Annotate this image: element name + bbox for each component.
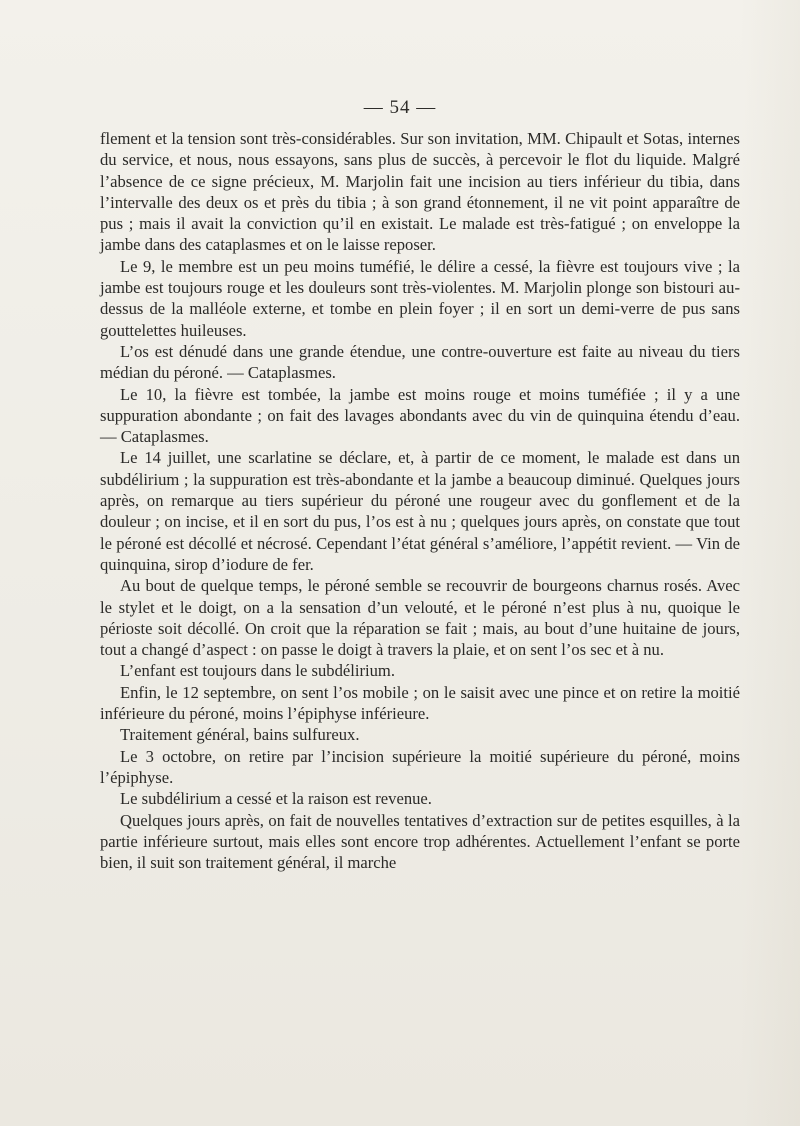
paragraph: Le 9, le membre est un peu moins tuméfié, le délire a cessé, la fièvre est toujours vive ; la jambe est toujours rouge et les douleurs sont très-violentes. M. Marjolin plonge son bistouri au-dessus de la malléole externe, et tombe en plein foyer ; il en sort un demi-verre de pus sans gouttelettes huileuses.: [100, 256, 740, 340]
paragraph: Au bout de quelque temps, le péroné semble se recouvrir de bourgeons charnus rosés. Avec le stylet et le doigt, on a la sensation d’un velouté, et le péroné n’est plus à nu, quoique le périoste soit décollé. On croit que la réparation se fait ; mais, au bout d’une huitaine de jours, tout a changé d’aspect : on passe le doigt à travers la plaie, et on sent l’os sec et à nu.: [100, 576, 740, 660]
paragraph: L’os est dénudé dans une grande étendue, une contre-ouverture est faite au niveau du tiers médian du péroné. — Cataplasmes.: [100, 341, 740, 383]
paragraph: Le 14 juillet, une scarlatine se déclare, et, à partir de ce moment, le malade est dans un subdélirium ; la suppuration est très-abondante et la jambe a beaucoup diminué. Quelques jours après, on remarque au tiers supérieur du péroné une rougeur avec du gonflement et de la douleur ; on incise, et il en sort du pus, l’os est à nu ; quelques jours après, on constate que tout le péroné est décollé et nécrosé. Cependant l’état général s’améliore, l’appétit revient. — Vin de quinquina, sirop d’iodure de fer.: [100, 448, 740, 574]
paragraph: L’enfant est toujours dans le subdélirium.: [120, 661, 395, 681]
paragraph: Le subdélirium a cessé et la raison est revenue.: [120, 789, 432, 809]
paragraph: Le 3 octobre, on retire par l’incision supérieure la moitié supérieure du péroné, moins l’épiphyse.: [100, 746, 740, 787]
page-number: — 54 —: [363, 97, 437, 118]
paragraph: Traitement général, bains sulfureux.: [120, 725, 360, 745]
body-text: [100, 128, 740, 873]
page-edge-shading: [740, 0, 800, 1126]
paragraph: Quelques jours après, on fait de nouvelles tentatives d’extraction sur de petites esquilles, à la partie inférieure surtout, mais elles sont encore trop adhérentes. Actuellement l’enfant se porte bien, il suit son traitement général, il marche: [100, 810, 740, 873]
paragraph-continuation: flement et la tension sont très-considérables. Sur son invitation, MM. Chipault et Sotas, internes du service, et nous, nous essayons, sans plus de succès, à percevoir le flot du liquide. Malgré l’absence de ce signe précieux, M. Marjolin fait une incision au tiers inférieur du tibia, dans l’intervalle des deux os et près du tibia ; à son grand étonnement, il ne vit point apparaître de pus ; mais il avait la conviction qu’il en existait. Le malade est très-fatigué ; on enveloppe la jambe dans des cataplasmes et on le laisse reposer.: [100, 129, 740, 255]
paragraph: Le 10, la fièvre est tombée, la jambe est moins rouge et moins tuméfiée ; il y a une suppuration abondante ; on fait des lavages abondants avec du vin de quinquina étendu d’eau. — Cataplasmes.: [100, 384, 740, 447]
paragraph: Enfin, le 12 septembre, on sent l’os mobile ; on le saisit avec une pince et on retire la moitié inférieure du péroné, moins l’épiphyse inférieure.: [100, 682, 740, 724]
